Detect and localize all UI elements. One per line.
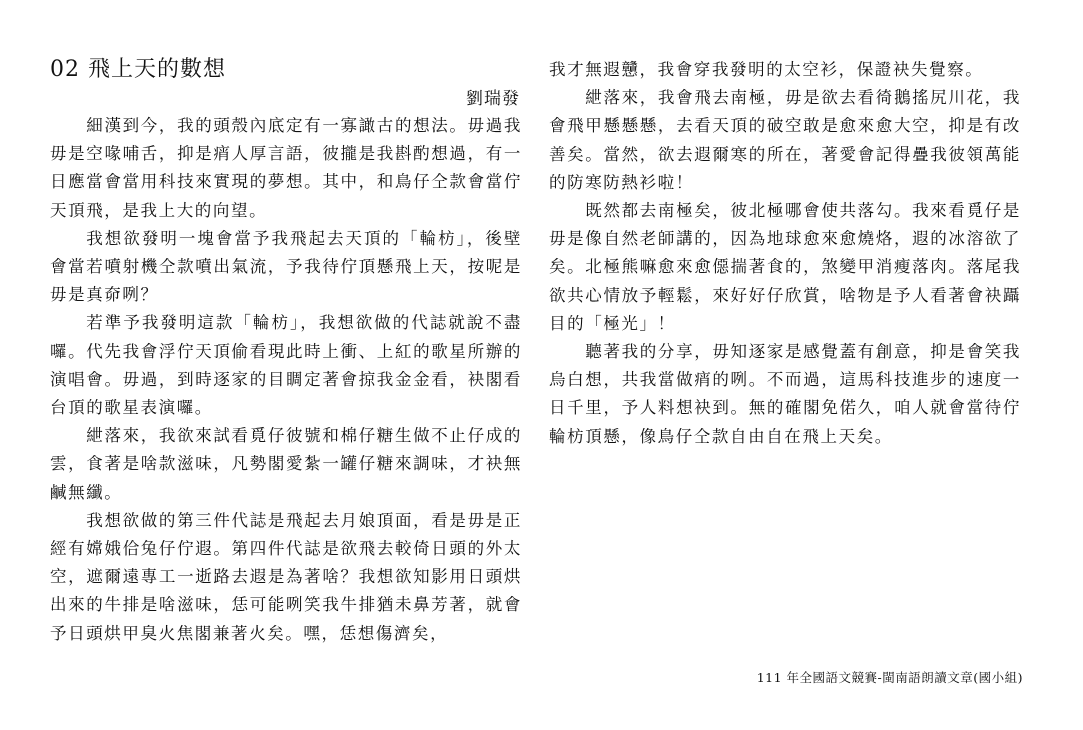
paragraph: 細漢到今，我的頭殼內底定有一寡譀古的想法。毋過我毋是空喙哺舌，抑是痟人厚言語，彼攏是我斟酌想過，有一日應當會當用科技來實現的夢想。其中，和鳥仔仝款會當佇天頂飛，是我上大的向望。 (50, 116, 522, 220)
page-footer: 111 年全國語文競賽-閩南語朗讀文章(國小組) (756, 670, 1023, 685)
right-column (549, 56, 1021, 451)
author-name: 劉瑞發 (466, 89, 520, 109)
paragraph: 若準予我發明這款「輪枋」，我想欲做的代誌就說不盡囉。代先我會浮佇天頂偷看現此時上衝、上紅的歌星所辦的演唱會。毋過，到時逐家的目睭定著會掠我金金看，袂閣看台頂的歌星表演囉。 (50, 313, 522, 418)
left-column (50, 112, 522, 648)
paragraph: 我想欲做的第三件代誌是飛起去月娘頂面，看是毋是正經有嫦娥佮兔仔佇遐。第四件代誌是欲飛去較倚日頭的外太空，遮爾遠專工一逝路去遐是為著啥？我想欲知影用日頭烘出來的牛排是啥滋味，恁可能咧笑我牛排猶未鼻芳著，就會予日頭烘甲臭火焦閣兼著火矣。嘿，恁想傷濟矣， (50, 510, 522, 643)
paragraph: 紲落來，我欲來試看覓仔彼號和棉仔糖生做不止仔成的雲，食著是啥款滋味，凡勢閣愛紮一罐仔糖來調味，才袂無鹹無纖。 (50, 426, 522, 502)
paragraph: 紲落來，我會飛去南極，毋是欲去看徛鵝搖尻川花，我會飛甲懸懸懸，去看天頂的破空敢是愈來愈大空，抑是有改善矣。當然，欲去遐爾寒的所在，著愛會記得疊我彼領萬能的防寒防熱衫啦！ (549, 88, 1021, 192)
paragraph: 既然都去南極矣，彼北極哪會使共落勾。我來看覓仔是毋是像自然老師講的，因為地球愈來愈燒烙，遐的冰溶欲了矣。北極熊嘛愈來愈僫揣著食的，煞變甲消瘦落肉。落尾我欲共心情放予輕鬆，來好好仔欣賞，啥物是予人看著會袂躡目的「極光」！ (549, 201, 1021, 333)
paragraph-continuation: 我才無遐戇，我會穿我發明的太空衫，保證袂失覺察。 (549, 60, 984, 79)
article-title: 02 飛上天的數想 (50, 57, 226, 82)
paragraph: 聽著我的分享，毋知逐家是感覺蓋有創意，抑是會笑我烏白想，共我當做痟的咧。不而過，這馬科技進步的速度一日千里，予人料想袂到。無的確閣免偌久，咱人就會當待佇輪枋頂懸，像鳥仔仝款自由自在飛上天矣。 (549, 342, 1021, 446)
paragraph: 我想欲發明一塊會當予我飛起去天頂的「輪枋」，後壁會當若噴射機仝款噴出氣流，予我待佇頂懸飛上天，按呢是毋是真奅咧？ (50, 228, 522, 305)
